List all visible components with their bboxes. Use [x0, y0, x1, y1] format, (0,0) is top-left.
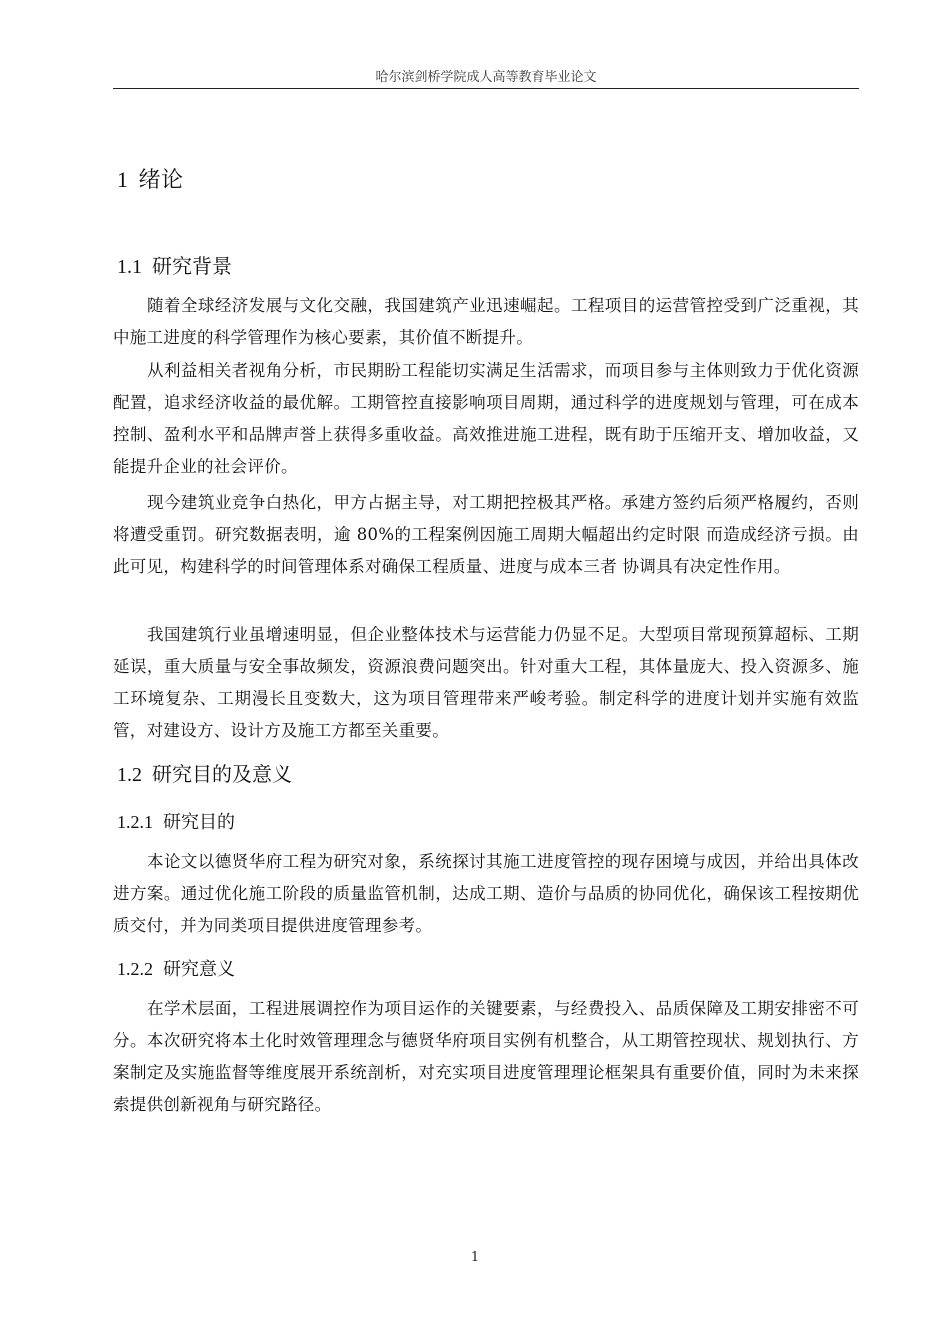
chapter-title: 绪论: [138, 168, 184, 193]
section-heading-purpose-significance: [117, 758, 292, 787]
paragraph-background-3: 现今建筑业竞争白热化，甲方占据主导，对工期把控极其严格。承建方签约后须严格履约，否则将遭受重罚。研究数据表明，逾 80%的工程案例因施工周期大幅超出约定时限 而造成经济亏损。由此可见，构建科学的时间管理体系对确保工程质量、进度与成本三者 协调具有决定性作用。: [113, 493, 859, 576]
chapter-number: 1: [117, 167, 129, 192]
paragraph-background-2: 从利益相关者视角分析，市民期盼工程能切实满足生活需求，而项目参与主体则致力于优化资源配置，追求经济收益的最优解。工期管控直接影响项目周期，通过科学的进度规划与管理，可在成本控制、盈利水平和品牌声誉上获得多重收益。高效推进施工进程，既有助于压缩开支、增加收益，又能提升企业的社会评价。: [113, 361, 859, 476]
paragraph-significance-1: 在学术层面，工程进展调控作为项目运作的关键要素，与经费投入、品质保障及工期安排密不可分。本次研究将本土化时效管理理念与德贤华府项目实例有机整合，从工期管控现状、规划执行、方案制定及实施监督等维度展开系统剖析，对充实项目进度管理理论框架具有重要价值，同时为未来探索提供创新视角与研究路径。: [113, 999, 859, 1114]
subsection-title: 研究意义: [163, 959, 235, 980]
paragraph-background-4: 我国建筑行业虽增速明显，但企业整体技术与运营能力仍显不足。大型项目常现预算超标、工期延误，重大质量与安全事故频发，资源浪费问题突出。针对重大工程，其体量庞大、投入资源多、施工环境复杂、工期漫长且变数大，这为项目管理带来严峻考验。制定科学的进度计划并实施有效监管，对建设方、设计方及施工方都至关重要。: [113, 625, 859, 740]
paragraph-purpose-1: 本论文以德贤华府工程为研究对象，系统探讨其施工进度管控的现存困境与成因，并给出具体改进方案。通过优化施工阶段的质量监管机制，达成工期、造价与品质的协同优化，确保该工程按期优质交付，并为同类项目提供进度管理参考。: [113, 852, 859, 935]
subsection-title: 研究目的: [163, 812, 235, 833]
section-heading-background: [117, 250, 232, 279]
page-number: 1: [470, 1250, 480, 1265]
paragraph-background-1: 随着全球经济发展与文化交融，我国建筑产业迅速崛起。工程项目的运营管控受到广泛重视，其中施工进度的科学管理作为核心要素，其价值不断提升。: [113, 296, 859, 347]
section-number: 1.1: [117, 256, 142, 278]
subsection-number: 1.2.2: [117, 959, 153, 979]
running-header: 哈尔滨剑桥学院成人高等教育毕业论文: [375, 70, 597, 85]
subsection-heading-significance: [117, 955, 235, 981]
section-title: 研究目的及意义: [152, 762, 292, 786]
header-divider: [113, 88, 859, 89]
subsection-heading-purpose: [117, 808, 235, 834]
subsection-number: 1.2.1: [117, 812, 153, 832]
section-title: 研究背景: [152, 254, 232, 278]
chapter-heading: [117, 163, 184, 194]
section-number: 1.2: [117, 764, 142, 786]
